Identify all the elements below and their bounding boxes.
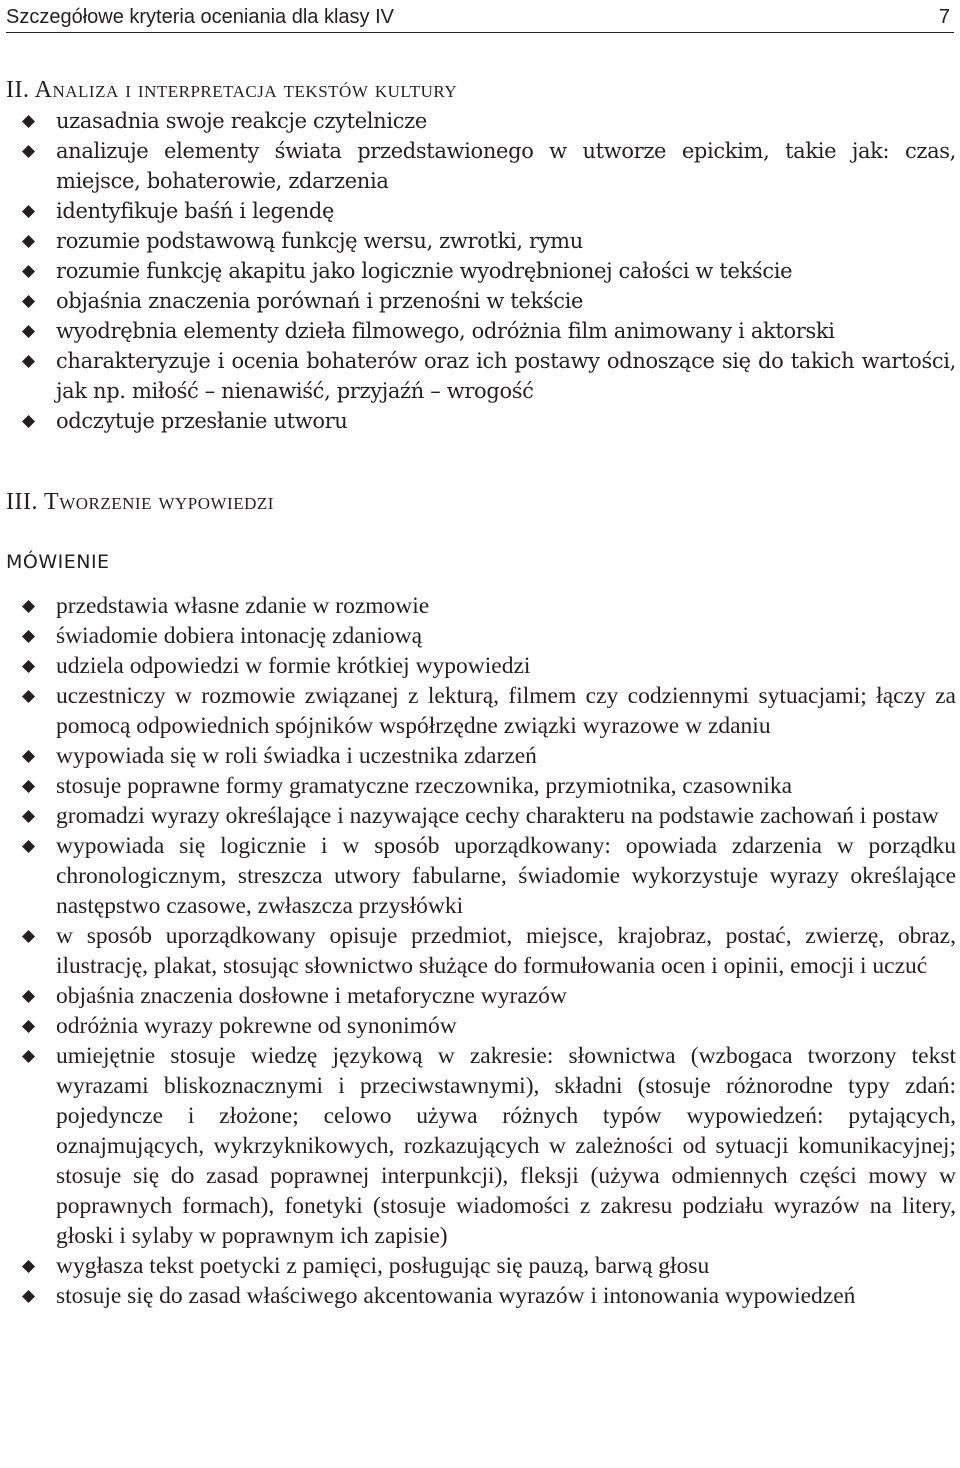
list-item-text: odróżnia wyrazy pokrewne od synonimów (56, 1013, 457, 1039)
diamond-bullet-icon (22, 265, 35, 278)
list-item (0, 771, 960, 801)
diamond-bullet-icon (22, 355, 35, 368)
diamond-bullet-icon (22, 690, 35, 703)
list-item (0, 286, 960, 316)
list-item (0, 681, 960, 741)
diamond-bullet-icon (22, 630, 35, 643)
list-item-text: charakteryzuje i ocenia bohaterów oraz ich postawy odnoszące się do takich wartości, jak np. miłość – nienawiść, przyjaźń – wrogość (56, 349, 956, 403)
criteria-list-mowienie (0, 591, 960, 1311)
list-item (0, 136, 960, 196)
list-item-text: analizuje elementy świata przedstawionego w utworze epickim, takie jak: czas, miejsce, bohaterowie, zdarzenia (56, 139, 956, 193)
diamond-bullet-icon (22, 1020, 35, 1033)
diamond-bullet-icon (22, 810, 35, 823)
list-item-text: uczestniczy w rozmowie związanej z lekturą, filmem czy codziennymi sytuacjami; łączy za pomocą odpowiednich spójników współrzędne związki wyrazowe w zdaniu (56, 683, 956, 739)
list-item-text: rozumie podstawową funkcję wersu, zwrotki, rymu (56, 229, 583, 253)
diamond-bullet-icon (22, 780, 35, 793)
list-item (0, 621, 960, 651)
list-item (0, 921, 960, 981)
list-item-text: wypowiada się logicznie i w sposób uporządkowany: opowiada zdarzenia w porządku chronologicznym, streszcza utwory fabularne, świadomie wykorzystuje wyrazy określające następstwo czasowe, zwłaszcza przysłówki (56, 833, 956, 919)
list-item (0, 316, 960, 346)
diamond-bullet-icon (22, 750, 35, 763)
list-item (0, 981, 960, 1011)
list-item (0, 741, 960, 771)
list-item-text: objaśnia znaczenia porównań i przenośni w tekście (56, 289, 584, 313)
diamond-bullet-icon (22, 295, 35, 308)
diamond-bullet-icon (22, 325, 35, 338)
list-item-text: odczytuje przesłanie utworu (56, 409, 348, 433)
section-heading-analiza: II. Analiza i interpretacja tekstów kultury (6, 77, 458, 103)
list-item (0, 1281, 960, 1311)
section-heading-tworzenie: III. Tworzenie wypowiedzi (6, 489, 274, 515)
list-item (0, 406, 960, 436)
diamond-bullet-icon (22, 660, 35, 673)
running-header-title: Szczegółowe kryteria oceniania dla klasy IV (6, 6, 394, 28)
list-item (0, 346, 960, 406)
list-item (0, 801, 960, 831)
list-item-text: rozumie funkcję akapitu jako logicznie wyodrębnionej całości w tekście (56, 259, 793, 283)
list-item-text: identyfikuje baśń i legendę (56, 199, 335, 223)
list-item-text: gromadzi wyrazy określające i nazywające cechy charakteru na podstawie zachowań i postaw (56, 803, 939, 829)
list-item-text: w sposób uporządkowany opisuje przedmiot, miejsce, krajobraz, postać, zwierzę, obraz, ilustrację, plakat, stosując słownictwo służące do formułowania ocen i opinii, emocji i uczuć (56, 923, 956, 979)
page-number: 7 (938, 6, 950, 28)
list-item-text: wyodrębnia elementy dzieła filmowego, odróżnia film animowany i aktorski (56, 319, 835, 343)
list-item-text: świadomie dobiera intonację zdaniową (56, 623, 423, 649)
running-header (6, 4, 954, 33)
list-item-text: wygłasza tekst poetycki z pamięci, posługując się pauzą, barwą głosu (56, 1253, 710, 1279)
diamond-bullet-icon (22, 1260, 35, 1273)
diamond-bullet-icon (22, 415, 35, 428)
diamond-bullet-icon (22, 1290, 35, 1303)
list-item-text: stosuje się do zasad właściwego akcentowania wyrazów i intonowania wypowiedzeń (56, 1283, 856, 1309)
list-item (0, 256, 960, 286)
diamond-bullet-icon (22, 990, 35, 1003)
diamond-bullet-icon (22, 205, 35, 218)
list-item (0, 1041, 960, 1251)
diamond-bullet-icon (22, 1050, 35, 1063)
list-item (0, 831, 960, 921)
list-item (0, 1251, 960, 1281)
list-item-text: przedstawia własne zdanie w rozmowie (56, 593, 430, 619)
list-item (0, 651, 960, 681)
list-item-text: objaśnia znaczenia dosłowne i metaforyczne wyrazów (56, 983, 567, 1009)
list-item (0, 196, 960, 226)
subheading-mowienie: MÓWIENIE (6, 551, 110, 573)
list-item (0, 591, 960, 621)
diamond-bullet-icon (22, 930, 35, 943)
list-item (0, 106, 960, 136)
diamond-bullet-icon (22, 235, 35, 248)
list-item-text: stosuje poprawne formy gramatyczne rzeczownika, przymiotnika, czasownika (56, 773, 793, 799)
diamond-bullet-icon (22, 115, 35, 128)
list-item-text: uzasadnia swoje reakcje czytelnicze (56, 109, 427, 133)
diamond-bullet-icon (22, 840, 35, 853)
list-item-text: wypowiada się w roli świadka i uczestnika zdarzeń (56, 743, 537, 769)
list-item (0, 1011, 960, 1041)
diamond-bullet-icon (22, 600, 35, 613)
list-item-text: umiejętnie stosuje wiedzę językową w zakresie: słownictwa (wzbogaca tworzony tekst wyrazami bliskoznacznymi i przeciwstawnymi), składni (stosuje różnorodne typy zdań: pojedyncze i złożone; celowo używa różnych typów wypowiedzeń: pytających, oznajmujących, wykrzyknikowych, rozkazujących w zależności od sytuacji komunikacyjnej; stosuje się do zasad poprawnej interpunkcji), fleksji (używa odmiennych części mowy w poprawnych formach), fonetyki (stosuje wiadomości z zakresu podziału wyrazów na litery, głoski i sylaby w poprawnym ich zapisie) (56, 1043, 956, 1249)
diamond-bullet-icon (22, 145, 35, 158)
criteria-list-analiza (0, 106, 960, 436)
list-item (0, 226, 960, 256)
list-item-text: udziela odpowiedzi w formie krótkiej wypowiedzi (56, 653, 531, 679)
